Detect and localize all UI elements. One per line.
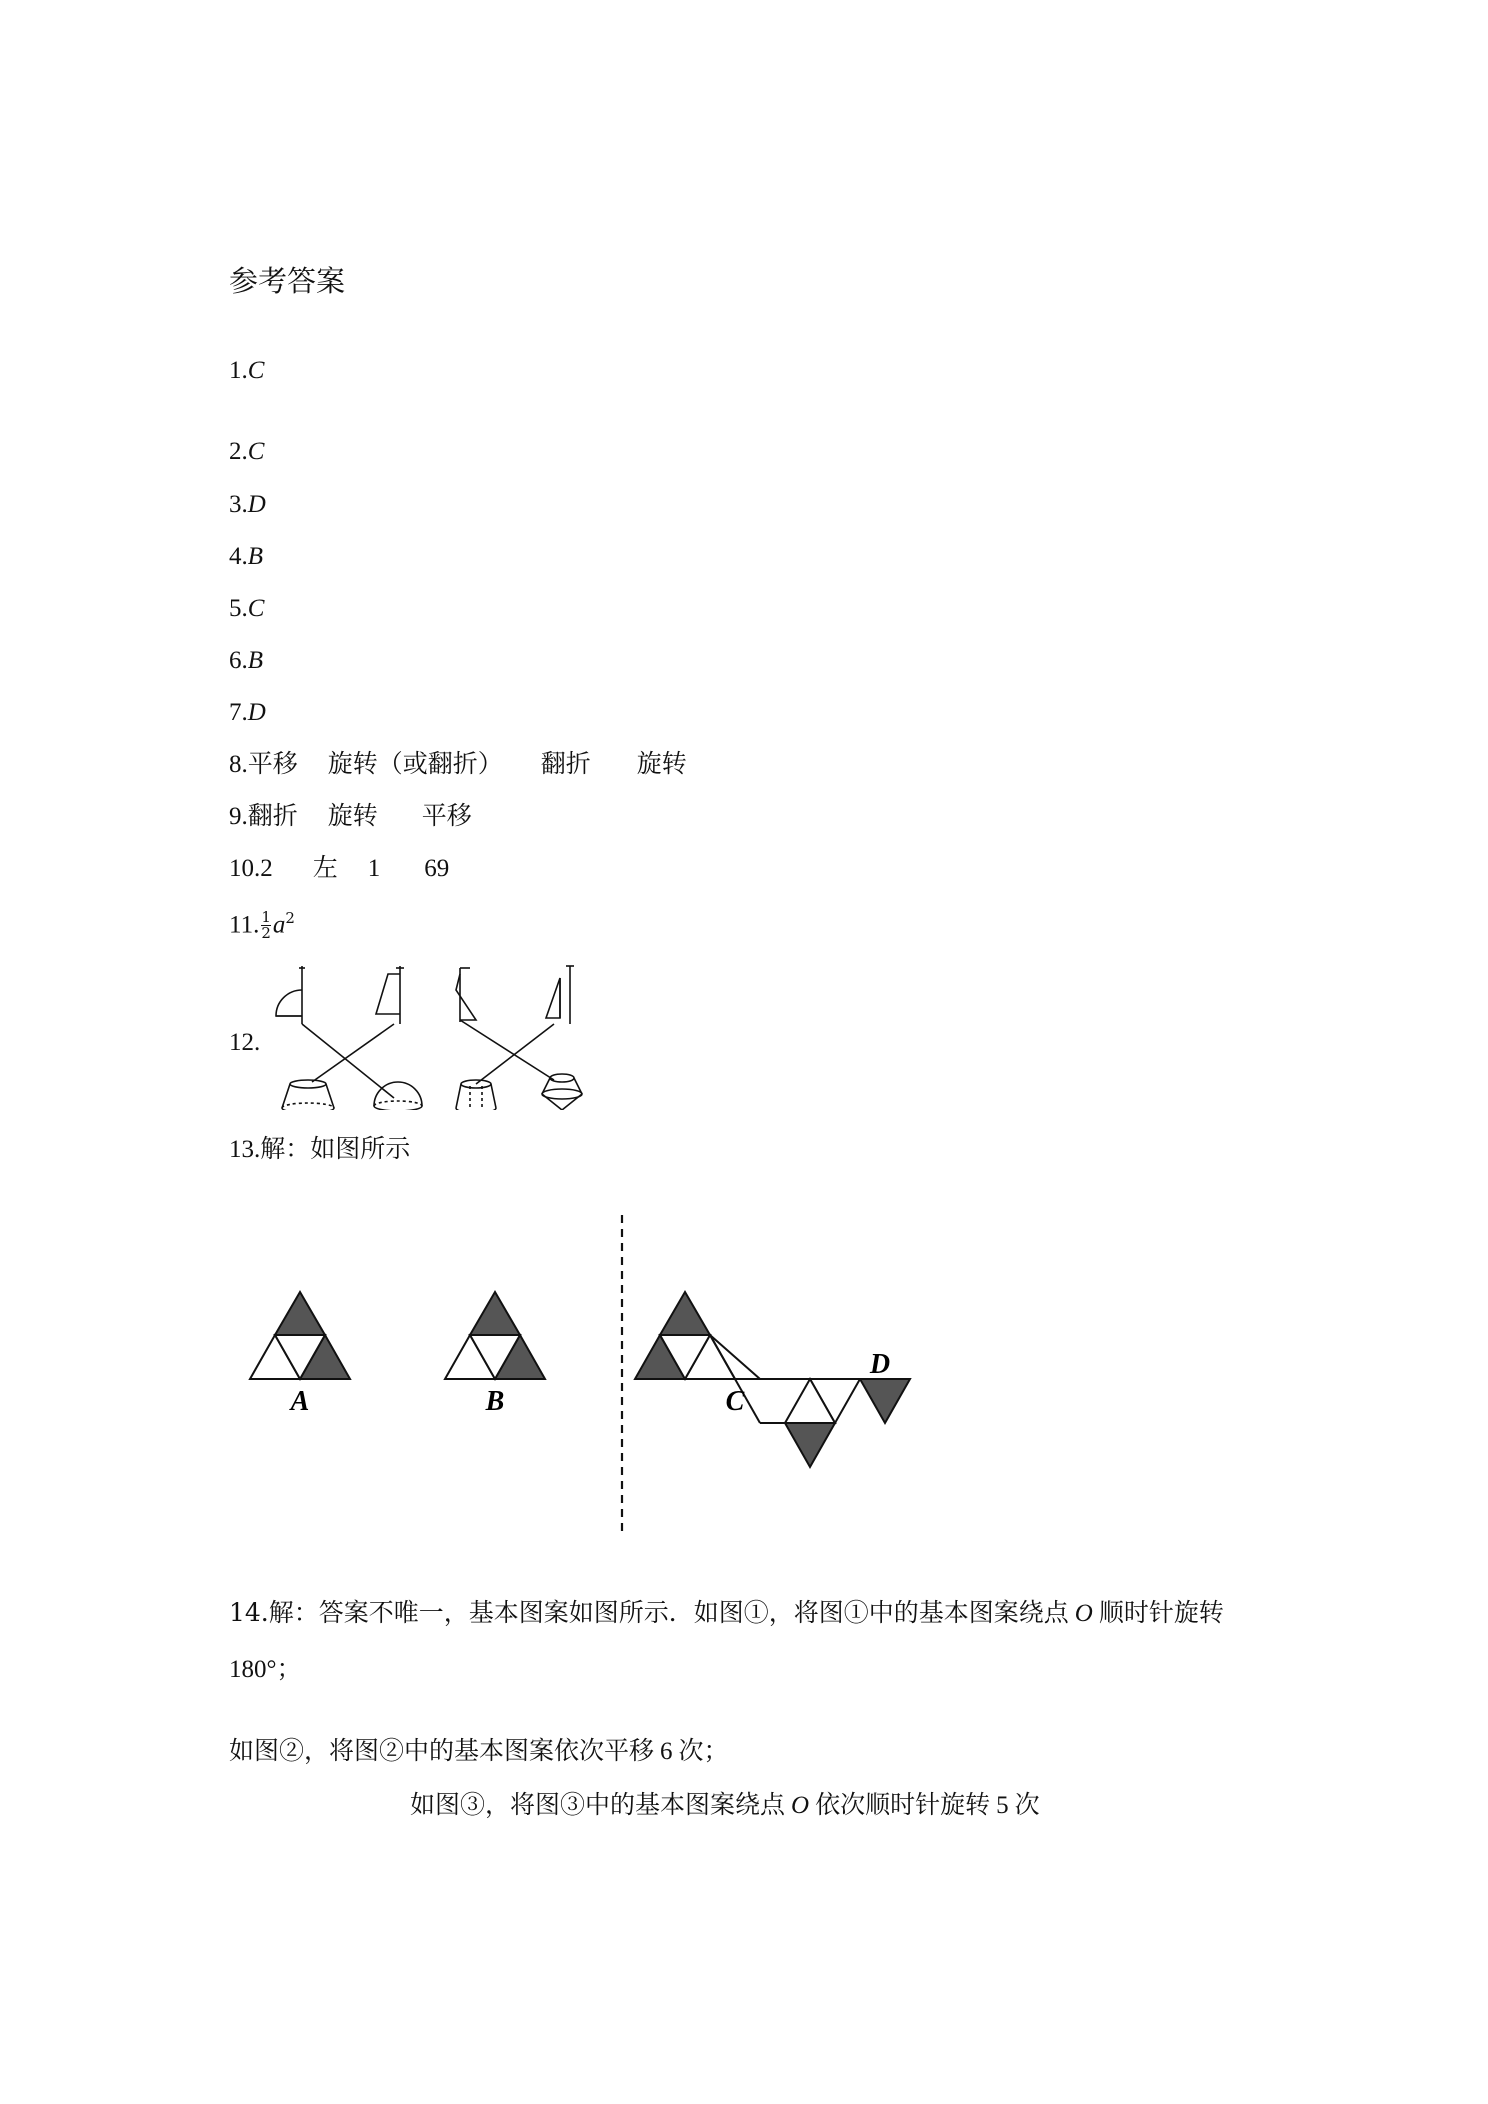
answer-11: 11. $\frac{1}{2}$ $a^2$ (229, 908, 295, 943)
answer-10: 10.2 左 1 69 (229, 853, 450, 882)
answer-7: 7.D (229, 699, 266, 726)
answer-3: 3.D (229, 491, 266, 518)
triangle-c (635, 1292, 735, 1379)
triangle-pattern-figure (230, 1215, 990, 1535)
answer-13: 13.解：如图所示 (229, 1134, 411, 1163)
triangle-d (760, 1379, 910, 1467)
hemisphere-solid (374, 1082, 422, 1110)
answer-4: 4.B (229, 543, 264, 570)
solids-matching-diagram (270, 960, 600, 1110)
match-line (312, 1024, 394, 1082)
answer-14-line-2: 180°； (229, 1656, 302, 1683)
hollow-frustum-solid (456, 1080, 496, 1110)
match-line (476, 1024, 554, 1084)
label-d: D (869, 1349, 891, 1380)
quarter-circle-shape (276, 966, 305, 1024)
flag-shape (456, 968, 476, 1022)
match-line (460, 1020, 554, 1080)
triangle-a (250, 1292, 350, 1379)
trapezoid-shape (376, 966, 404, 1024)
right-triangle-shape (546, 966, 574, 1024)
answer-9: 9.翻折 旋转 平移 (229, 801, 472, 830)
answer-6: 6.B (229, 647, 264, 674)
answer-12-label: 12. (229, 1029, 261, 1056)
frustum-solid (282, 1080, 334, 1110)
label-a: A (290, 1386, 310, 1417)
answer-14-line-3: 如图②，将图②中的基本图案依次平移 6 次； (229, 1736, 729, 1765)
answer-14-line-1: 14.解：答案不唯一，基本图案如图所示．如图①，将图①中的基本图案绕点 O 顺时针旋转 (229, 1598, 1224, 1627)
answer-2: 2.C (229, 438, 265, 465)
answer-5: 5.C (229, 595, 265, 622)
fraction: $\frac{1}{2}$ (261, 908, 271, 943)
spindle-solid (542, 1074, 582, 1110)
answer-14-line-4: 如图③，将图③中的基本图案绕点 O 依次顺时针旋转 5 次 (410, 1790, 1040, 1819)
answer-8: 8.平移 旋转（或翻折） 翻折 旋转 (229, 749, 687, 778)
page-title: 参考答案 (229, 264, 346, 298)
triangle-b (445, 1292, 545, 1379)
answer-1: 1.C (229, 357, 265, 384)
label-b: B (485, 1386, 505, 1417)
label-c: C (725, 1386, 745, 1417)
